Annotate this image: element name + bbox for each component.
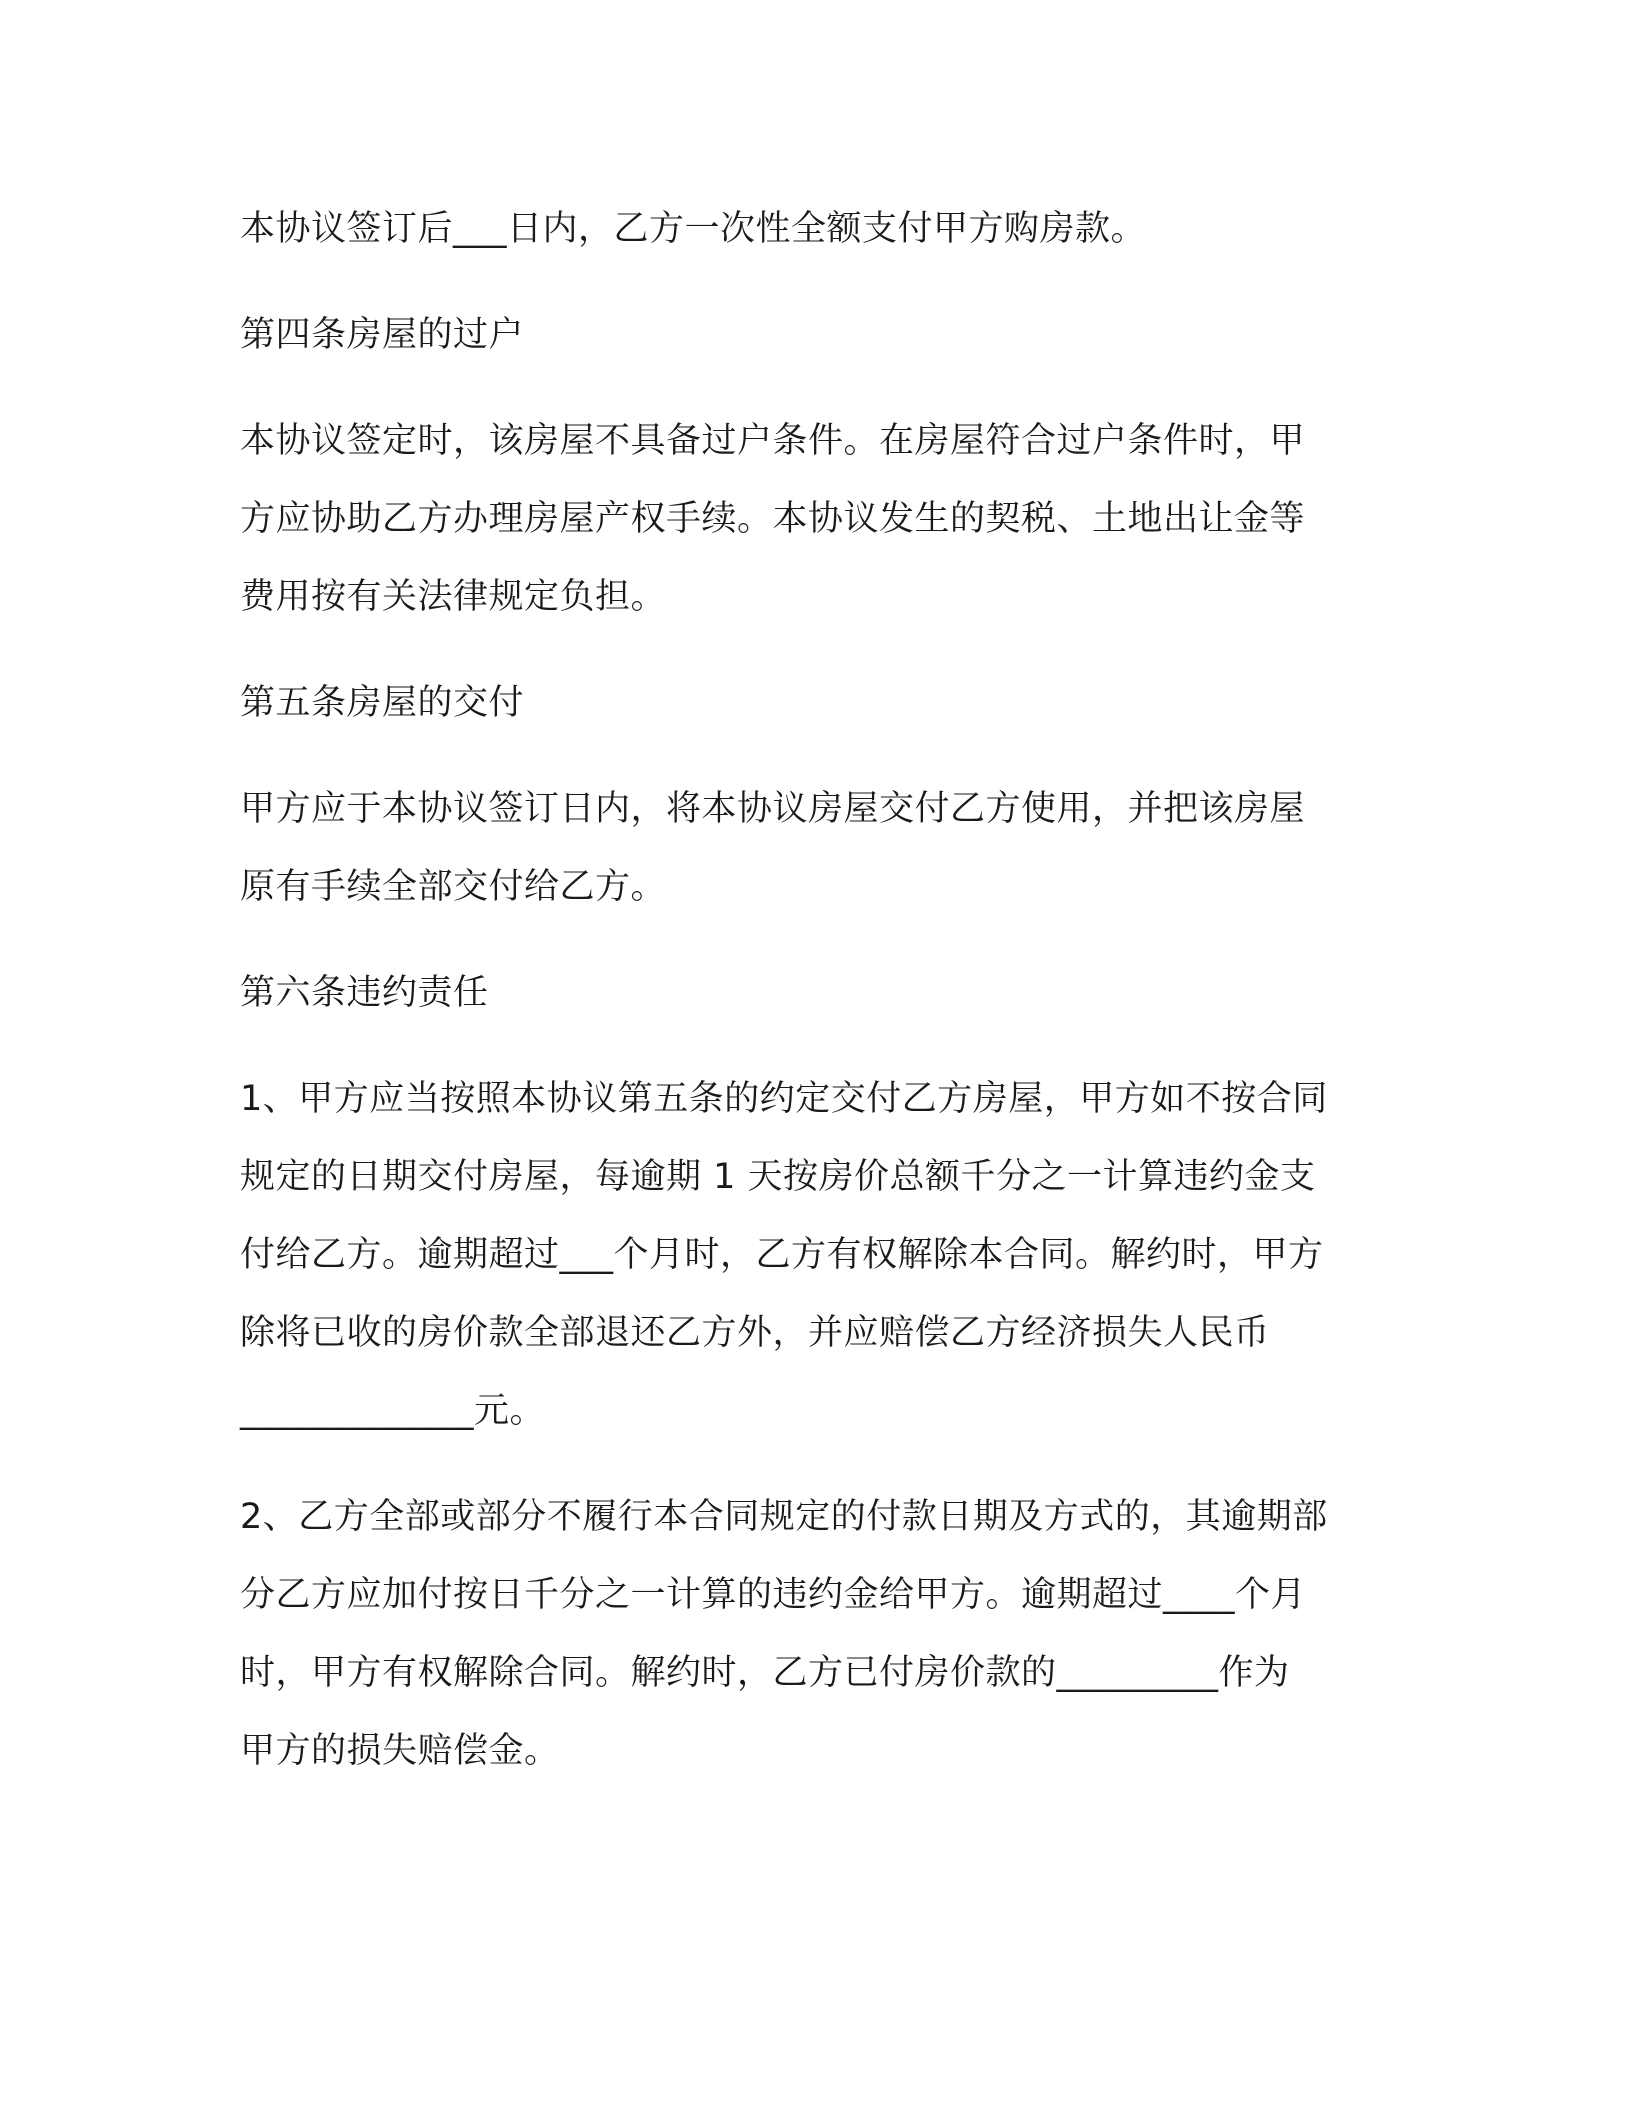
text-line: _____________元。 — [240, 1391, 546, 1431]
text-line: 原有手续全部交付给乙方。 — [240, 867, 667, 907]
text-line: 本协议签定时，该房屋不具备过户条件。在房屋符合过户条件时，甲 — [240, 421, 1306, 461]
text-line: 规定的日期交付房屋，每逾期 1 天按房价总额千分之一计算违约金支 — [240, 1157, 1316, 1197]
text-line: 2、乙方全部或部分不履行本合同规定的付款日期及方式的，其逾期部 — [240, 1497, 1328, 1537]
text-line: 本协议签订后___日内，乙方一次性全额支付甲方购房款。 — [240, 209, 1147, 249]
text-line: 甲方的损失赔偿金。 — [240, 1731, 560, 1771]
text-line: 除将已收的房价款全部退还乙方外，并应赔偿乙方经济损失人民币 — [240, 1313, 1270, 1353]
text-line: 1、甲方应当按照本协议第五条的约定交付乙方房屋，甲方如不按合同 — [240, 1079, 1328, 1119]
heading-article-5 — [240, 664, 1390, 742]
document-body — [240, 190, 1390, 1790]
text-line: 付给乙方。逾期超过___个月时，乙方有权解除本合同。解约时，甲方 — [240, 1235, 1324, 1275]
paragraph-liability-1 — [240, 1060, 1390, 1450]
text-line: 方应协助乙方办理房屋产权手续。本协议发生的契税、土地出让金等 — [240, 499, 1306, 539]
text-line: 分乙方应加付按日千分之一计算的违约金给甲方。逾期超过____个月 — [240, 1575, 1307, 1615]
text-line: 时，甲方有权解除合同。解约时，乙方已付房价款的_________作为 — [240, 1653, 1290, 1693]
paragraph-liability-2 — [240, 1478, 1390, 1790]
paragraph-payment — [240, 190, 1390, 268]
paragraph-delivery — [240, 770, 1390, 926]
section-heading: 第四条房屋的过户 — [240, 315, 525, 355]
paragraph-transfer — [240, 402, 1390, 636]
heading-article-6 — [240, 954, 1390, 1032]
section-heading: 第五条房屋的交付 — [240, 683, 525, 723]
section-heading: 第六条违约责任 — [240, 973, 489, 1013]
text-line: 费用按有关法律规定负担。 — [240, 577, 667, 617]
heading-article-4 — [240, 296, 1390, 374]
text-line: 甲方应于本协议签订日内，将本协议房屋交付乙方使用，并把该房屋 — [240, 789, 1306, 829]
